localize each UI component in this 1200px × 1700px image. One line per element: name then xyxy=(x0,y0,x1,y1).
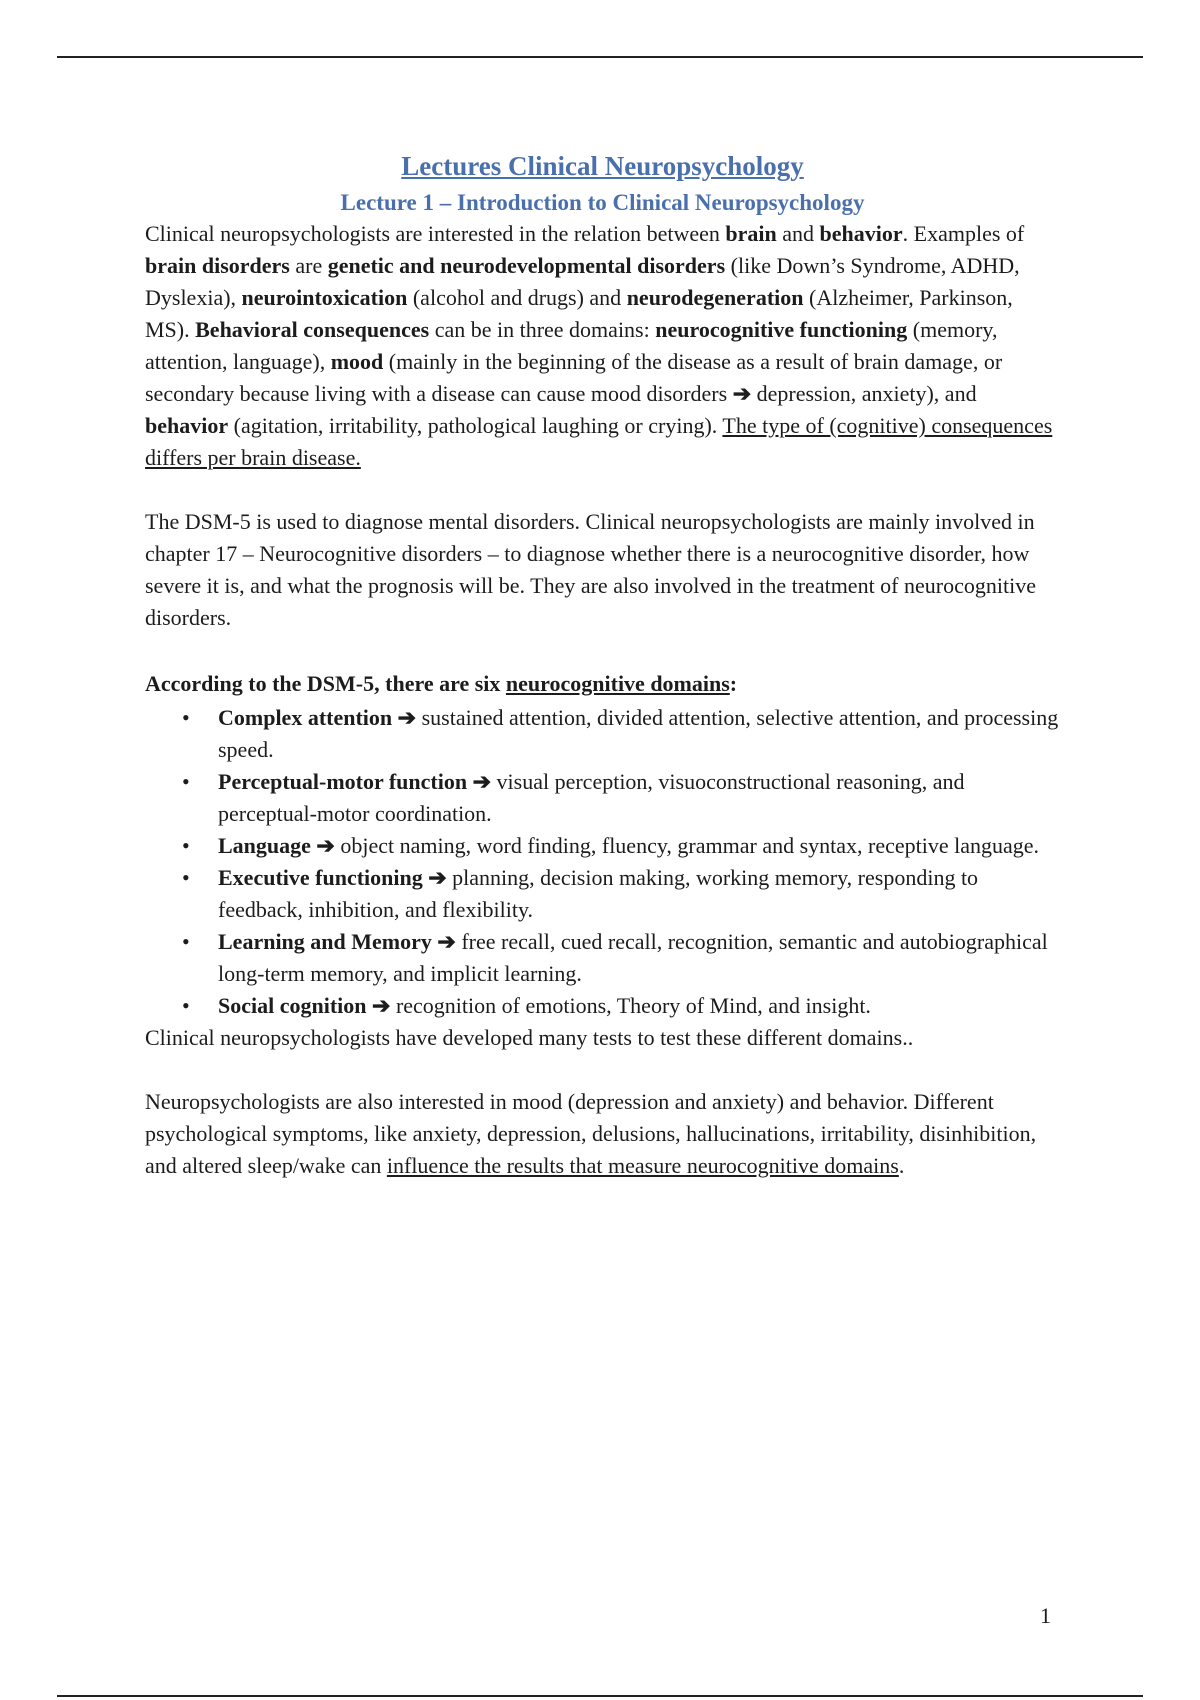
bold-term: neurodegeneration xyxy=(626,285,804,310)
right-arrow-icon: ➔ xyxy=(437,929,456,954)
list-item xyxy=(145,862,1060,926)
text-run: Clinical neuropsychologists are interested in the relation between xyxy=(145,221,726,246)
right-arrow-icon: ➔ xyxy=(472,769,492,794)
domain-description: visual perception, visuoconstructional reasoning, and perceptual-motor coordination. xyxy=(218,769,965,826)
lecture-heading: Lecture 1 – Introduction to Clinical Neuropsychology xyxy=(340,190,865,215)
paragraph-gap xyxy=(145,474,1060,506)
domains-footer: Clinical neuropsychologists have developed many tests to test these different domains.. xyxy=(145,1025,914,1050)
domain-name: Executive functioning xyxy=(218,865,423,890)
document-title: Lectures Clinical Neuropsychology xyxy=(401,151,804,181)
bottom-rule xyxy=(57,1695,1143,1697)
domain-description: planning, decision making, working memory, responding to feedback, inhibition, and flexibility. xyxy=(218,865,979,922)
bold-term: brain xyxy=(725,221,777,246)
text-run: (memory, attention, language), xyxy=(145,317,998,374)
text-run: (like Down’s Syndrome, ADHD, Dyslexia), xyxy=(145,253,1020,310)
bold-term: behavior xyxy=(819,221,903,246)
text-run: According to the DSM-5, there are six xyxy=(145,671,506,696)
text-run: : xyxy=(729,671,738,696)
right-arrow-icon: ➔ xyxy=(732,381,752,406)
bold-term: mood xyxy=(330,349,384,374)
list-item xyxy=(145,702,1060,766)
text-run: are xyxy=(289,253,328,278)
right-arrow-icon: ➔ xyxy=(428,865,447,890)
bold-term: behavior xyxy=(145,413,229,438)
top-rule xyxy=(57,56,1143,58)
bold-term: genetic and neurodevelopmental disorders xyxy=(327,253,726,278)
intro-paragraph xyxy=(145,218,1060,474)
bold-term: neurocognitive functioning xyxy=(655,317,908,342)
text-run: (agitation, irritability, pathological laughing or crying). xyxy=(228,413,723,438)
list-item xyxy=(145,766,1060,830)
page-number: 1 xyxy=(1040,1603,1051,1628)
right-arrow-icon: ➔ xyxy=(397,705,417,730)
bullet-icon: • xyxy=(182,769,190,794)
text-run: and xyxy=(776,221,820,246)
text-run: (mainly in the beginning of the disease as a result of brain damage, or secondary because living with a disease can cause mood disorders xyxy=(145,349,1003,406)
list-item xyxy=(145,830,1060,862)
right-arrow-icon: ➔ xyxy=(372,993,391,1018)
mood-paragraph xyxy=(145,1086,1060,1182)
underlined-text: influence the results that measure neurocognitive domains xyxy=(386,1153,899,1178)
list-item xyxy=(145,990,1060,1022)
paragraph-gap xyxy=(145,1054,1060,1086)
bullet-icon: • xyxy=(182,833,190,858)
bold-term: Behavioral consequences xyxy=(195,317,430,342)
bullet-icon: • xyxy=(182,929,190,954)
domain-description: free recall, cued recall, recognition, semantic and autobiographical long-term memory, and implicit learning. xyxy=(218,929,1048,986)
text-run: (alcohol and drugs) and xyxy=(407,285,627,310)
text-run: . xyxy=(898,1153,905,1178)
document-page xyxy=(145,140,1060,1182)
bold-term: neurointoxication xyxy=(241,285,408,310)
domains-list xyxy=(145,702,1060,1022)
text-run: depression, anxiety), and xyxy=(751,381,977,406)
domains-heading xyxy=(145,666,1060,702)
domain-description: recognition of emotions, Theory of Mind, and insight. xyxy=(390,993,871,1018)
underlined-text: The type of (cognitive) consequences differs per brain disease. xyxy=(145,413,1053,470)
underlined-text: neurocognitive domains xyxy=(505,671,730,696)
text-run: . xyxy=(902,221,909,246)
domain-name: Language xyxy=(218,833,311,858)
text-run: can be in three domains: xyxy=(429,317,656,342)
domain-description: object naming, word finding, fluency, grammar and syntax, receptive language. xyxy=(334,833,1040,858)
list-item xyxy=(145,926,1060,990)
text-run: Neuropsychologists are also interested in mood (depression and anxiety) and behavior. Different psychological symptoms, like anxiety, depression, delusions, hallucinations, irritability, disinhibition, and altered sleep/wake can xyxy=(145,1089,1037,1178)
bold-term: brain disorders xyxy=(145,253,290,278)
domain-description: sustained attention, divided attention, selective attention, and processing speed. xyxy=(218,705,1059,762)
domain-name: Learning and Memory xyxy=(218,929,432,954)
domain-name: Social cognition xyxy=(218,993,367,1018)
domain-name: Complex attention xyxy=(218,705,393,730)
paragraph-gap xyxy=(145,634,1060,666)
bullet-icon: • xyxy=(182,993,190,1018)
bullet-icon: • xyxy=(182,705,190,730)
text-run: (Alzheimer, Parkinson, MS). xyxy=(145,285,1013,342)
domain-name: Perceptual-motor function xyxy=(218,769,468,794)
text-run: Examples of xyxy=(913,221,1025,246)
dsm-paragraph: The DSM-5 is used to diagnose mental disorders. Clinical neuropsychologists are mainly involved in chapter 17 – Neurocognitive disorders – to diagnose whether there is a neurocognitive disorder, how severe it is, and what the prognosis will be. They are also involved in the treatment of neurocognitive disorders. xyxy=(145,509,1036,630)
right-arrow-icon: ➔ xyxy=(316,833,335,858)
bullet-icon: • xyxy=(182,865,190,890)
